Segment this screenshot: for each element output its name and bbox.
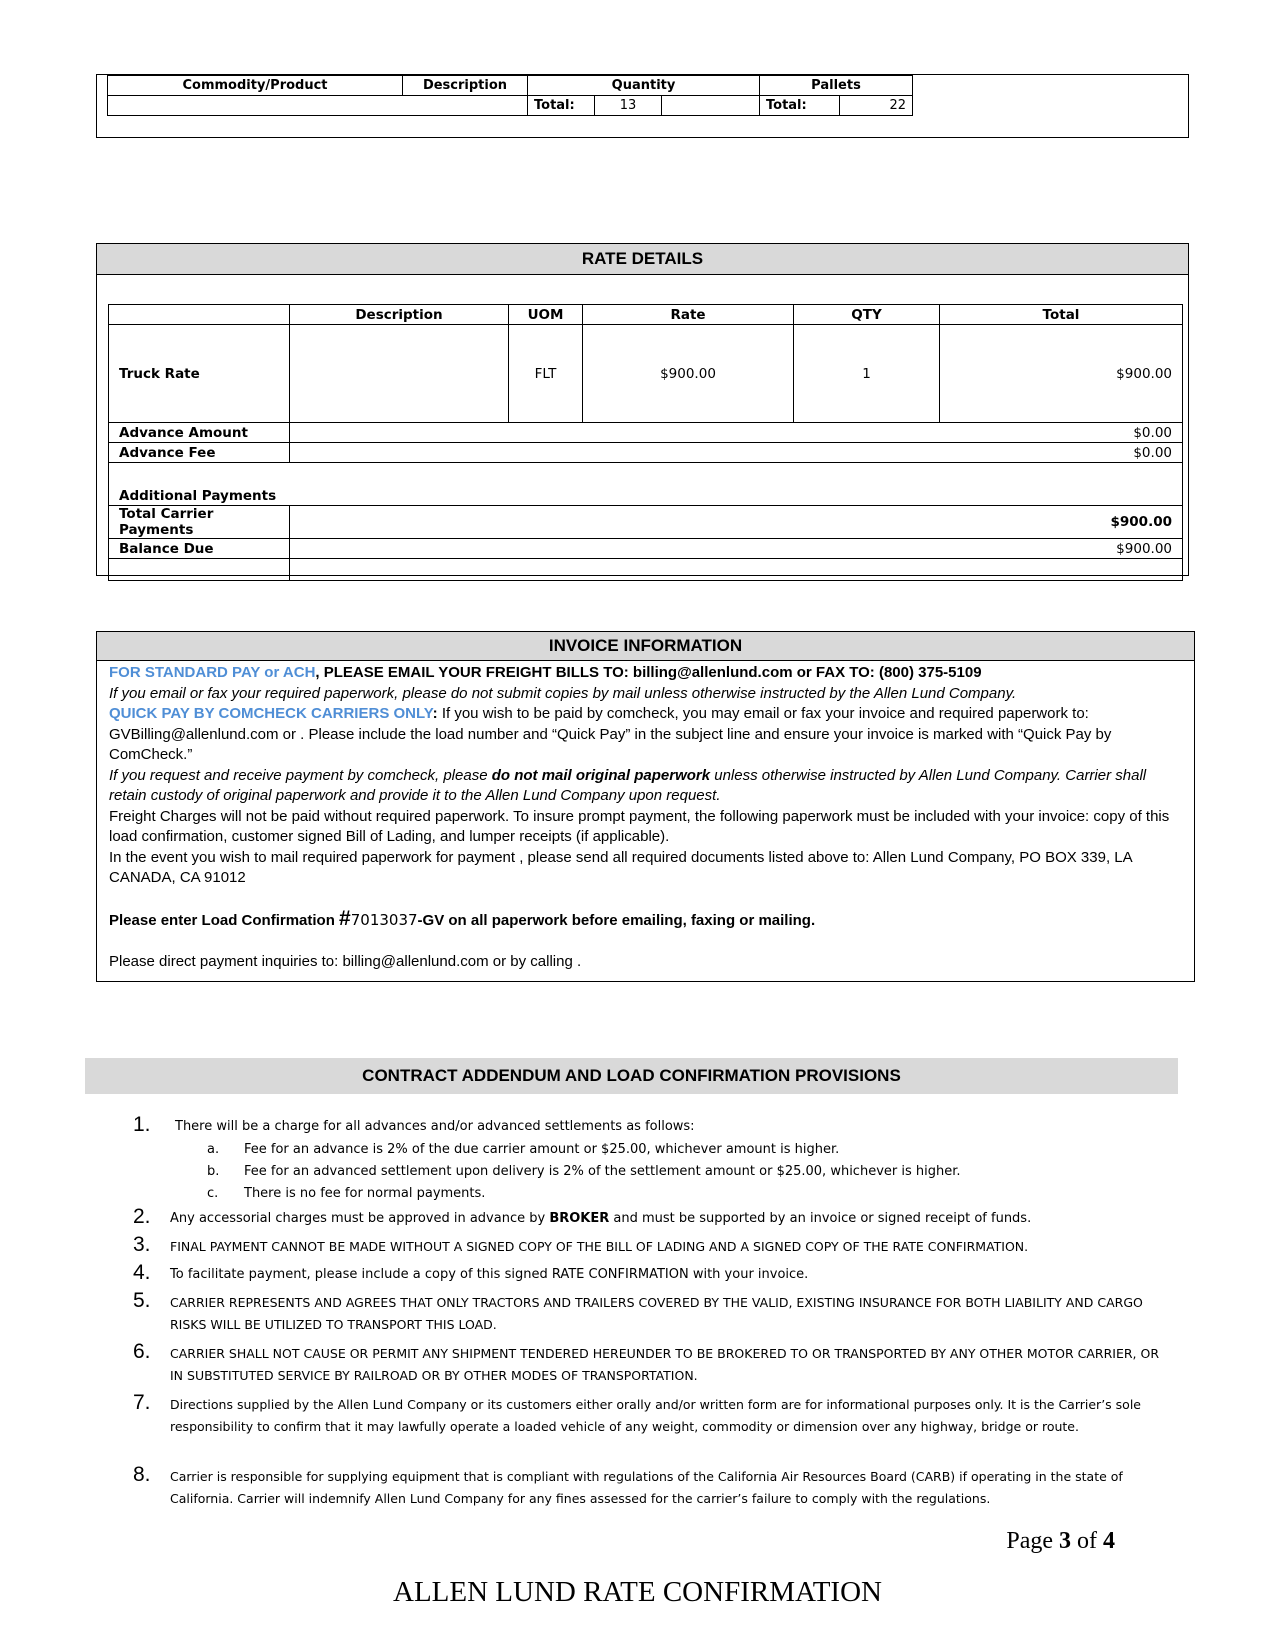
provision-5-number: 5. xyxy=(133,1289,151,1312)
header-pallets: Pallets xyxy=(760,76,913,96)
commodity-empty-cell xyxy=(108,96,528,116)
invoice-information-title: INVOICE INFORMATION xyxy=(97,632,1194,661)
comcheck-text-c: unless otherwise instructed by Allen Lund Company. Carrier shall retain custody of original paperwork and provide it to the Allen Lund Company upon request. xyxy=(109,766,1147,804)
provision-1c-text: There is no fee for normal payments. xyxy=(244,1186,486,1201)
rate-header-rate: Rate xyxy=(583,305,794,325)
provision-2-broker: BROKER xyxy=(549,1211,610,1226)
quick-pay-colon: : xyxy=(432,705,438,722)
rate-header-total: Total xyxy=(940,305,1183,325)
page-number xyxy=(1006,1528,1115,1555)
header-quantity: Quantity xyxy=(528,76,760,96)
rate-header-description: Description xyxy=(290,305,509,325)
provision-1-text: There will be a charge for all advances and/or advanced settlements as follows: xyxy=(175,1119,695,1134)
truck-rate-uom: FLT xyxy=(509,325,583,423)
quantity-total-value: 13 xyxy=(595,96,662,116)
quantity-total-label: Total: xyxy=(528,96,595,116)
pallets-total-value: 22 xyxy=(840,96,913,116)
contract-addendum-title: CONTRACT ADDENDUM AND LOAD CONFIRMATION PROVISIONS xyxy=(85,1058,1178,1094)
rate-header-qty: QTY xyxy=(794,305,940,325)
commodity-table xyxy=(107,75,913,116)
provision-1a-text: Fee for an advance is 2% of the due carrier amount or $25.00, whichever amount is higher. xyxy=(244,1142,840,1157)
commodity-section xyxy=(96,74,1189,138)
standard-pay-label: FOR STANDARD PAY or ACH xyxy=(109,664,316,681)
load-confirmation-text-a: Please enter Load Confirmation xyxy=(109,911,340,929)
provision-1a-letter: a. xyxy=(207,1142,220,1157)
advance-amount-value: $0.00 xyxy=(290,423,1183,443)
provision-3-number: 3. xyxy=(133,1233,151,1256)
provision-4-number: 4. xyxy=(133,1261,151,1284)
page-prefix: Page xyxy=(1006,1528,1059,1554)
standard-pay-instructions: , PLEASE EMAIL YOUR FREIGHT BILLS TO: billing@allenlund.com or FAX TO: (800) 375-5109 xyxy=(315,664,982,681)
truck-rate-description xyxy=(290,325,509,423)
rate-empty-cell-right xyxy=(290,559,1183,581)
provision-2-text-c: and must be supported by an invoice or signed receipt of funds. xyxy=(609,1211,1032,1226)
total-carrier-payments-value: $900.00 xyxy=(290,506,1183,539)
comcheck-text-a: If you request and receive payment by comcheck, please xyxy=(109,766,492,784)
pallets-total-label: Total: xyxy=(760,96,840,116)
provision-1b-letter: b. xyxy=(207,1164,220,1179)
document-title: ALLEN LUND RATE CONFIRMATION xyxy=(393,1576,882,1608)
invoice-payment-inquiries-line: Please direct payment inquiries to: billing@allenlund.com or by calling . xyxy=(109,953,582,970)
invoice-mail-address-paragraph: In the event you wish to mail required paperwork for payment , please send all required documents listed above to: Allen Lund Company, PO BOX 339, LA CANADA, CA 91012 xyxy=(109,848,1132,886)
rate-empty-cell-left xyxy=(109,559,290,581)
provision-6-number: 6. xyxy=(133,1340,151,1363)
provision-8-text: Carrier is responsible for supplying equipment that is compliant with regulations of the California Air Resources Board (CARB) if operating in the state of California. Carrier will indemnify Allen Lund Company for any fines assessed for the carrier’s failure to comply with the regulations. xyxy=(170,1469,1123,1506)
rate-header-empty xyxy=(109,305,290,325)
provision-6-text: CARRIER SHALL NOT CAUSE OR PERMIT ANY SHIPMENT TENDERED HEREUNDER TO BE BROKERED TO OR TRANSPORTED BY ANY OTHER MOTOR CARRIER, OR IN SUBSTITUTED SERVICE BY RAILROAD OR BY OTHER MODES OF TRANSPORTATION. xyxy=(170,1346,1160,1383)
invoice-freight-charges-paragraph: Freight Charges will not be paid without required paperwork. To insure prompt payment, the following paperwork must be included with your invoice: copy of this load confirmation, customer signed Bill of Lading, and lumper receipts (if applicable). xyxy=(109,807,1170,845)
load-confirmation-hash: # xyxy=(339,906,351,930)
provision-3-text: FINAL PAYMENT CANNOT BE MADE WITHOUT A SIGNED COPY OF THE BILL OF LADING AND A SIGNED COPY OF THE RATE CONFIRMATION. xyxy=(170,1239,1029,1254)
load-confirmation-text-b: -GV on all paperwork before emailing, faxing or mailing. xyxy=(417,911,816,929)
provision-7-number: 7. xyxy=(133,1391,151,1414)
additional-payments-label: Additional Payments xyxy=(109,463,1183,506)
quick-pay-instructions: If you wish to be paid by comcheck, you may email or fax your invoice and required paperwork to: GVBilling@allenlund.com or . Please include the load number and “Quick Pay” in the subject line and ensure your invoice is marked with “Quick Pay by ComCheck.” xyxy=(109,705,1112,763)
page-of: of xyxy=(1071,1528,1103,1554)
comcheck-text-bold: do not mail original paperwork xyxy=(491,766,711,784)
invoice-body xyxy=(97,661,1194,973)
invoice-standard-pay-line xyxy=(109,663,1182,684)
header-description: Description xyxy=(403,76,528,96)
provision-2-number: 2. xyxy=(133,1205,151,1228)
advance-fee-value: $0.00 xyxy=(290,443,1183,463)
balance-due-label: Balance Due xyxy=(109,539,290,559)
provision-4-text: To facilitate payment, please include a copy of this signed RATE CONFIRMATION with your invoice. xyxy=(170,1267,809,1282)
load-confirmation-number: 7013037 xyxy=(350,910,418,929)
provision-2-text-a: Any accessorial charges must be approved in advance by xyxy=(170,1211,550,1226)
truck-rate-rate: $900.00 xyxy=(583,325,794,423)
invoice-quick-pay-paragraph xyxy=(109,704,1182,766)
truck-rate-label: Truck Rate xyxy=(109,325,290,423)
truck-rate-total: $900.00 xyxy=(940,325,1183,423)
truck-rate-qty: 1 xyxy=(794,325,940,423)
balance-due-value: $900.00 xyxy=(290,539,1183,559)
quick-pay-label: QUICK PAY BY COMCHECK CARRIERS ONLY xyxy=(109,705,433,722)
advance-amount-label: Advance Amount xyxy=(109,423,290,443)
invoice-load-confirmation-line xyxy=(109,906,1182,932)
rate-details-section xyxy=(96,243,1189,576)
page-current: 3 xyxy=(1059,1528,1071,1554)
total-carrier-payments-label: Total Carrier Payments xyxy=(109,506,290,539)
quantity-empty-cell xyxy=(662,96,760,116)
invoice-no-mail-note: If you email or fax your required paperwork, please do not submit copies by mail unless otherwise instructed by the Allen Lund Company. xyxy=(109,684,1017,702)
advance-fee-label: Advance Fee xyxy=(109,443,290,463)
invoice-information-section xyxy=(96,631,1195,982)
provision-1b-text: Fee for an advanced settlement upon delivery is 2% of the settlement amount or $25.00, whichever is higher. xyxy=(244,1164,961,1179)
provision-8-number: 8. xyxy=(133,1463,151,1486)
provision-1c-letter: c. xyxy=(207,1186,219,1201)
rate-details-title: RATE DETAILS xyxy=(97,244,1188,275)
rate-table xyxy=(108,304,1183,581)
rate-header-uom: UOM xyxy=(509,305,583,325)
provision-1-number: 1. xyxy=(133,1113,151,1136)
invoice-comcheck-paragraph xyxy=(109,766,1182,807)
provision-7-text: Directions supplied by the Allen Lund Company or its customers either orally and/or written form are for informational purposes only. It is the Carrier’s sole responsibility to confirm that it may lawfully operate a loaded vehicle of any weight, commodity or dimension over any highway, bridge or route. xyxy=(170,1397,1141,1434)
header-commodity: Commodity/Product xyxy=(108,76,403,96)
page-total: 4 xyxy=(1103,1528,1115,1554)
provision-2-text xyxy=(170,1208,1150,1230)
provision-5-text: CARRIER REPRESENTS AND AGREES THAT ONLY TRACTORS AND TRAILERS COVERED BY THE VALID, EXISTING INSURANCE FOR BOTH LIABILITY AND CARGO RISKS WILL BE UTILIZED TO TRANSPORT THIS LOAD. xyxy=(170,1295,1143,1332)
